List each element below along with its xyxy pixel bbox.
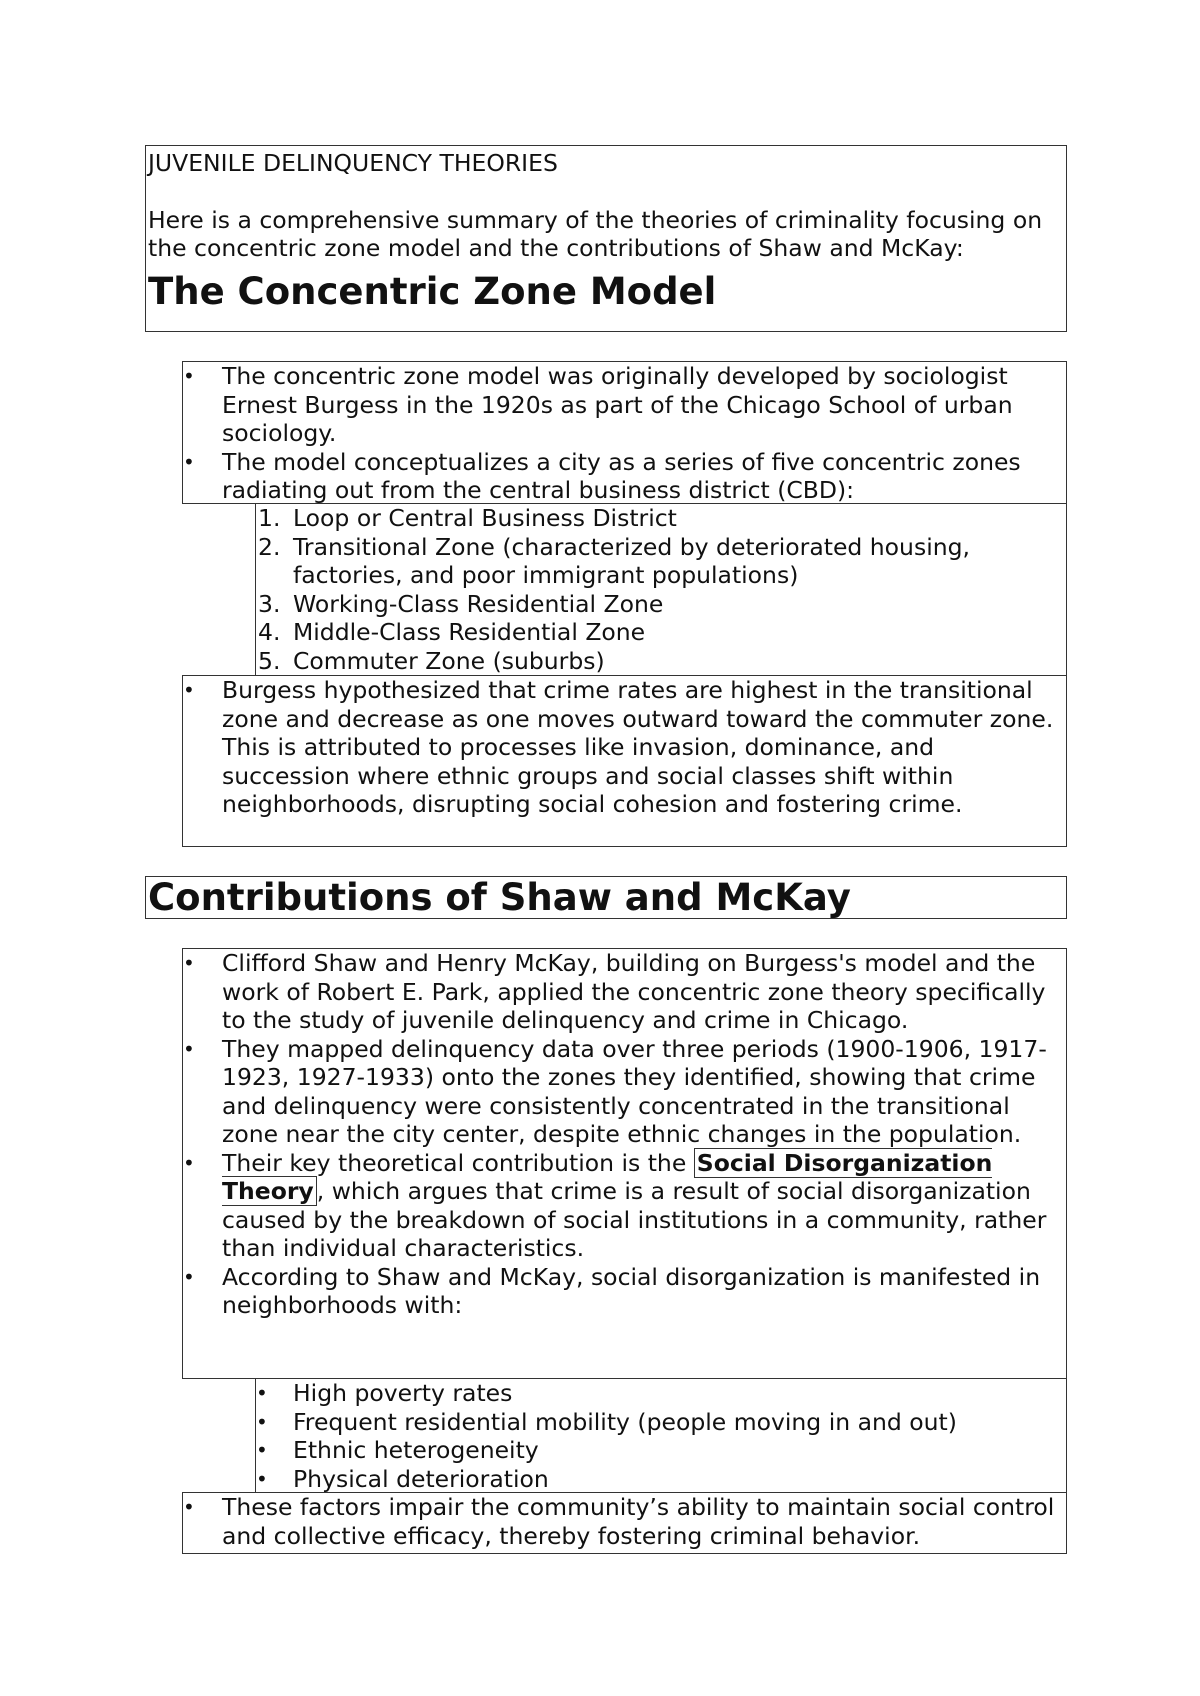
concentric-bullets-box-a: [182, 361, 1067, 504]
list-item: • According to Shaw and McKay, social disorganization is manifested in neighborhoods with:: [185, 1263, 1066, 1320]
concentric-bullet-list-b: [185, 676, 1066, 819]
list-number: 3.: [258, 589, 281, 618]
list-item: [256, 647, 1066, 676]
list-text: Transitional Zone (characterized by deteriorated housing, factories, and poor immigrant populations): [293, 532, 971, 589]
concentric-bullets-box-b: [182, 675, 1067, 847]
concentric-bullet-list-a: [185, 362, 1066, 505]
list-item: • These factors impair the community’s ability to maintain social control and collective efficacy, thereby fostering criminal behavior.: [185, 1493, 1066, 1550]
zone-list-box: [255, 503, 1067, 676]
list-item: • Frequent residential mobility (people moving in and out): [256, 1408, 1066, 1437]
zone-numbered-list: [256, 504, 1066, 675]
bullet-text-pre: Their key theoretical contribution is the: [222, 1148, 694, 1177]
list-item: [256, 618, 1066, 647]
list-text: Commuter Zone (suburbs): [293, 646, 605, 675]
shaw-mckay-bullets-box-a: [182, 948, 1067, 1379]
factor-list-box: [255, 1378, 1067, 1493]
list-item: • They mapped delinquency data over three periods (1900-1906, 1917-1923, 1927-1933) onto the zones they identified, showing that crime and delinquency were consistently concentrated in the transitional zone near the city center, despite ethnic changes in the population.: [185, 1035, 1066, 1149]
list-number: 5.: [258, 646, 281, 675]
list-item: [185, 1149, 1066, 1263]
list-item: [256, 533, 1066, 590]
shaw-mckay-bullets-box-b: [182, 1492, 1067, 1554]
list-text: Loop or Central Business District: [293, 504, 677, 532]
list-item: • Burgess hypothesized that crime rates are highest in the transitional zone and decrease as one moves outward toward the commuter zone. This is attributed to processes like invasion, dominance, and succession where ethnic groups and social classes shift within neighborhoods, disrupting social cohesion and fostering crime.: [185, 676, 1066, 819]
list-item: • Physical deterioration: [256, 1465, 1066, 1494]
heading-box-shaw-mckay: [145, 876, 1067, 919]
list-item: • The concentric zone model was originally developed by sociologist Ernest Burgess in the 1920s as part of the Chicago School of urban sociology.: [185, 362, 1066, 448]
list-text: Middle-Class Residential Zone: [293, 618, 646, 646]
list-text: Working-Class Residential Zone: [293, 589, 664, 618]
social-disorganization-theory-term: Social Disorganization Theory: [222, 1148, 993, 1205]
list-item: [256, 590, 1066, 619]
list-number: 4.: [258, 618, 281, 646]
factor-bullet-list: [256, 1379, 1066, 1493]
list-item: • Ethnic heterogeneity: [256, 1436, 1066, 1465]
list-number: 2.: [258, 532, 281, 561]
list-item: • The model conceptualizes a city as a series of five concentric zones radiating out from the central business district (CBD):: [185, 448, 1066, 505]
bullet-text-post: , which argues that crime is a result of social disorganization caused by the breakdown of social institutions in a community, rather than individual characteristics.: [222, 1177, 1047, 1262]
section-heading-shaw-mckay: Contributions of Shaw and McKay: [148, 876, 851, 919]
shaw-mckay-bullet-list-a: [185, 949, 1066, 1320]
document-title: JUVENILE DELINQUENCY THEORIES: [148, 149, 558, 177]
section-heading-concentric-zone: The Concentric Zone Model: [148, 269, 717, 313]
list-number: 1.: [258, 504, 281, 532]
shaw-mckay-bullet-list-b: [185, 1493, 1066, 1550]
list-item: • High poverty rates: [256, 1379, 1066, 1408]
intro-paragraph: Here is a comprehensive summary of the theories of criminality focusing on the concentric zone model and the contributions of Shaw and McKay:: [148, 205, 1043, 262]
list-item: • Clifford Shaw and Henry McKay, building on Burgess's model and the work of Robert E. Park, applied the concentric zone theory specifically to the study of juvenile delinquency and crime in Chicago.: [185, 949, 1066, 1035]
list-item: [256, 504, 1066, 533]
intro-box: [145, 145, 1067, 332]
